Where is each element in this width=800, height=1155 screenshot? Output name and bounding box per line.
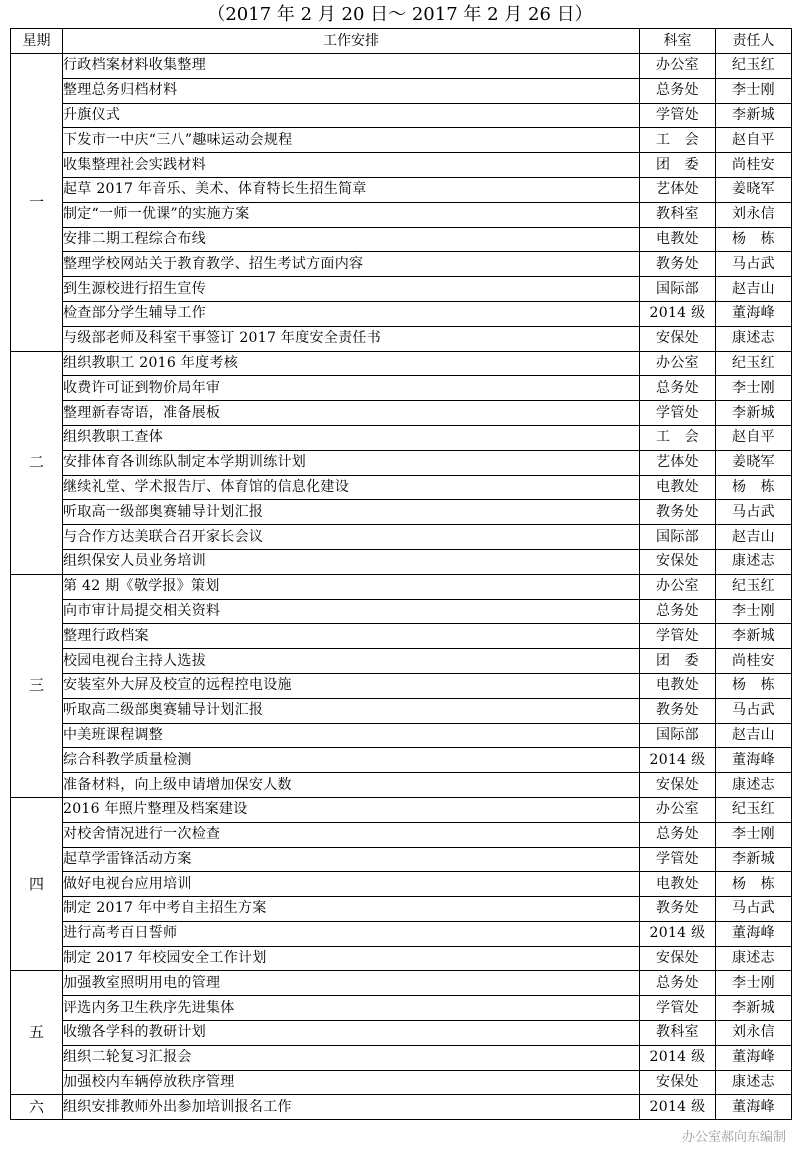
owner-cell: 李新城 (716, 103, 792, 128)
table-row (11, 921, 792, 946)
task-cell: 起草学雷锋活动方案 (63, 847, 640, 872)
owner-cell: 杨 栋 (716, 872, 792, 897)
dept-cell: 教科室 (640, 1021, 716, 1046)
table-row (11, 797, 792, 822)
table-row (11, 277, 792, 302)
owner-cell: 康述志 (716, 326, 792, 351)
table-row (11, 202, 792, 227)
owner-cell: 杨 栋 (716, 227, 792, 252)
table-row (11, 1095, 792, 1120)
table-row (11, 1070, 792, 1095)
dept-cell: 艺体处 (640, 450, 716, 475)
table-row (11, 376, 792, 401)
dept-cell: 安保处 (640, 1070, 716, 1095)
day-label: 四 (11, 797, 63, 971)
table-row (11, 649, 792, 674)
task-cell: 到生源校进行招生宣传 (63, 277, 640, 302)
dept-cell: 安保处 (640, 326, 716, 351)
owner-cell: 李士刚 (716, 599, 792, 624)
task-cell: 进行高考百日誓师 (63, 921, 640, 946)
day-label: 三 (11, 574, 63, 797)
owner-cell: 姜晓军 (716, 450, 792, 475)
task-cell: 制定 2017 年中考自主招生方案 (63, 897, 640, 922)
page-title: （2017 年 2 月 20 日～ 2017 年 2 月 26 日） (207, 4, 593, 25)
table-row (11, 128, 792, 153)
dept-cell: 国际部 (640, 277, 716, 302)
task-cell: 收缴各学科的教研计划 (63, 1021, 640, 1046)
owner-cell: 董海峰 (716, 1045, 792, 1070)
table-row (11, 252, 792, 277)
footer-credit: 办公室郝向东编制 (681, 1130, 786, 1145)
table-row (11, 549, 792, 574)
owner-cell: 马占武 (716, 698, 792, 723)
task-cell: 对校舍情况进行一次检查 (63, 822, 640, 847)
task-cell: 校园电视台主持人选拔 (63, 649, 640, 674)
dept-cell: 教务处 (640, 897, 716, 922)
owner-cell: 李新城 (716, 996, 792, 1021)
dept-cell: 国际部 (640, 723, 716, 748)
owner-cell: 纪玉红 (716, 351, 792, 376)
task-cell: 下发市一中庆“三八”趣味运动会规程 (63, 128, 640, 153)
dept-cell: 国际部 (640, 525, 716, 550)
task-cell: 综合科教学质量检测 (63, 748, 640, 773)
task-cell: 安装室外大屏及校宣的远程控电设施 (63, 673, 640, 698)
table-row (11, 847, 792, 872)
table-row (11, 78, 792, 103)
dept-cell: 2014 级 (640, 301, 716, 326)
table-row (11, 624, 792, 649)
task-cell: 安排二期工程综合布线 (63, 227, 640, 252)
owner-cell: 杨 栋 (716, 475, 792, 500)
dept-cell: 学管处 (640, 996, 716, 1021)
table-row (11, 996, 792, 1021)
table-row (11, 1021, 792, 1046)
header-owner: 责任人 (716, 29, 792, 54)
dept-cell: 办公室 (640, 797, 716, 822)
owner-cell: 李新城 (716, 624, 792, 649)
table-row (11, 103, 792, 128)
task-cell: 组织安排教师外出参加培训报名工作 (63, 1095, 640, 1120)
weekly-schedule-table (10, 28, 792, 1120)
owner-cell: 赵吉山 (716, 525, 792, 550)
dept-cell: 教务处 (640, 500, 716, 525)
task-cell: 听取高一级部奥赛辅导计划汇报 (63, 500, 640, 525)
owner-cell: 李士刚 (716, 822, 792, 847)
task-cell: 加强校内车辆停放秩序管理 (63, 1070, 640, 1095)
header-dept: 科室 (640, 29, 716, 54)
table-row (11, 326, 792, 351)
dept-cell: 2014 级 (640, 748, 716, 773)
owner-cell: 杨 栋 (716, 673, 792, 698)
table-row (11, 301, 792, 326)
task-cell: 检查部分学生辅导工作 (63, 301, 640, 326)
dept-cell: 总务处 (640, 599, 716, 624)
day-label: 一 (11, 54, 63, 352)
owner-cell: 康述志 (716, 773, 792, 798)
dept-cell: 学管处 (640, 401, 716, 426)
owner-cell: 李新城 (716, 401, 792, 426)
task-cell: 与合作方达美联合召开家长会议 (63, 525, 640, 550)
dept-cell: 总务处 (640, 971, 716, 996)
header-row (11, 29, 792, 54)
owner-cell: 李士刚 (716, 78, 792, 103)
task-cell: 整理学校网站关于教育教学、招生考试方面内容 (63, 252, 640, 277)
task-cell: 行政档案材料收集整理 (63, 54, 640, 79)
dept-cell: 安保处 (640, 549, 716, 574)
task-cell: 准备材料，向上级申请增加保安人数 (63, 773, 640, 798)
owner-cell: 马占武 (716, 252, 792, 277)
task-cell: 组织教职工 2016 年度考核 (63, 351, 640, 376)
dept-cell: 教科室 (640, 202, 716, 227)
dept-cell: 总务处 (640, 376, 716, 401)
dept-cell: 电教处 (640, 475, 716, 500)
table-row (11, 748, 792, 773)
table-row (11, 574, 792, 599)
table-row (11, 401, 792, 426)
owner-cell: 李士刚 (716, 376, 792, 401)
day-label: 六 (11, 1095, 63, 1120)
task-cell: 整理行政档案 (63, 624, 640, 649)
table-row (11, 723, 792, 748)
task-cell: 向市审计局提交相关资料 (63, 599, 640, 624)
dept-cell: 电教处 (640, 227, 716, 252)
task-cell: 继续礼堂、学术报告厅、体育馆的信息化建设 (63, 475, 640, 500)
dept-cell: 2014 级 (640, 1045, 716, 1070)
header-task: 工作安排 (63, 29, 640, 54)
table-row (11, 599, 792, 624)
owner-cell: 董海峰 (716, 921, 792, 946)
table-row (11, 673, 792, 698)
dept-cell: 艺体处 (640, 177, 716, 202)
day-label: 二 (11, 351, 63, 574)
owner-cell: 董海峰 (716, 748, 792, 773)
table-row (11, 450, 792, 475)
dept-cell: 总务处 (640, 78, 716, 103)
owner-cell: 赵自平 (716, 425, 792, 450)
owner-cell: 姜晓军 (716, 177, 792, 202)
task-cell: 升旗仪式 (63, 103, 640, 128)
schedule-body (11, 54, 792, 1120)
table-row (11, 897, 792, 922)
owner-cell: 康述志 (716, 549, 792, 574)
task-cell: 收费许可证到物价局年审 (63, 376, 640, 401)
task-cell: 起草 2017 年音乐、美术、体育特长生招生简章 (63, 177, 640, 202)
table-row (11, 227, 792, 252)
dept-cell: 安保处 (640, 946, 716, 971)
task-cell: 做好电视台应用培训 (63, 872, 640, 897)
table-row (11, 698, 792, 723)
task-cell: 收集整理社会实践材料 (63, 153, 640, 178)
owner-cell: 纪玉红 (716, 797, 792, 822)
table-row (11, 177, 792, 202)
owner-cell: 李士刚 (716, 971, 792, 996)
task-cell: 安排体育各训练队制定本学期训练计划 (63, 450, 640, 475)
task-cell: 听取高二级部奥赛辅导计划汇报 (63, 698, 640, 723)
table-row (11, 525, 792, 550)
dept-cell: 团 委 (640, 153, 716, 178)
task-cell: 与级部老师及科室干事签订 2017 年度安全责任书 (63, 326, 640, 351)
owner-cell: 李新城 (716, 847, 792, 872)
task-cell: 制定 2017 年校园安全工作计划 (63, 946, 640, 971)
dept-cell: 2014 级 (640, 1095, 716, 1120)
table-row (11, 425, 792, 450)
dept-cell: 办公室 (640, 574, 716, 599)
day-label: 五 (11, 971, 63, 1095)
table-row (11, 773, 792, 798)
table-row (11, 872, 792, 897)
dept-cell: 工 会 (640, 128, 716, 153)
dept-cell: 办公室 (640, 351, 716, 376)
owner-cell: 赵自平 (716, 128, 792, 153)
table-row (11, 946, 792, 971)
task-cell: 组织保安人员业务培训 (63, 549, 640, 574)
dept-cell: 教务处 (640, 698, 716, 723)
task-cell: 组织二轮复习汇报会 (63, 1045, 640, 1070)
task-cell: 制定“一师一优课”的实施方案 (63, 202, 640, 227)
owner-cell: 马占武 (716, 897, 792, 922)
table-row (11, 1045, 792, 1070)
task-cell: 整理总务归档材料 (63, 78, 640, 103)
owner-cell: 赵吉山 (716, 723, 792, 748)
table-row (11, 351, 792, 376)
owner-cell: 刘永信 (716, 202, 792, 227)
dept-cell: 电教处 (640, 673, 716, 698)
dept-cell: 学管处 (640, 847, 716, 872)
task-cell: 加强教室照明用电的管理 (63, 971, 640, 996)
dept-cell: 总务处 (640, 822, 716, 847)
table-row (11, 971, 792, 996)
owner-cell: 尚桂安 (716, 649, 792, 674)
task-cell: 组织教职工查体 (63, 425, 640, 450)
owner-cell: 纪玉红 (716, 574, 792, 599)
table-row (11, 822, 792, 847)
header-day: 星期 (11, 29, 63, 54)
owner-cell: 纪玉红 (716, 54, 792, 79)
task-cell: 评选内务卫生秩序先进集体 (63, 996, 640, 1021)
task-cell: 整理新春寄语，准备展板 (63, 401, 640, 426)
owner-cell: 康述志 (716, 946, 792, 971)
table-row (11, 475, 792, 500)
owner-cell: 赵吉山 (716, 277, 792, 302)
dept-cell: 2014 级 (640, 921, 716, 946)
owner-cell: 康述志 (716, 1070, 792, 1095)
dept-cell: 电教处 (640, 872, 716, 897)
owner-cell: 董海峰 (716, 301, 792, 326)
dept-cell: 工 会 (640, 425, 716, 450)
owner-cell: 刘永信 (716, 1021, 792, 1046)
owner-cell: 董海峰 (716, 1095, 792, 1120)
dept-cell: 学管处 (640, 624, 716, 649)
dept-cell: 办公室 (640, 54, 716, 79)
table-row (11, 153, 792, 178)
dept-cell: 安保处 (640, 773, 716, 798)
task-cell: 第 42 期《敬学报》策划 (63, 574, 640, 599)
task-cell: 中美班课程调整 (63, 723, 640, 748)
dept-cell: 学管处 (640, 103, 716, 128)
owner-cell: 尚桂安 (716, 153, 792, 178)
dept-cell: 教务处 (640, 252, 716, 277)
dept-cell: 团 委 (640, 649, 716, 674)
task-cell: 2016 年照片整理及档案建设 (63, 797, 640, 822)
table-row (11, 54, 792, 79)
owner-cell: 马占武 (716, 500, 792, 525)
table-row (11, 500, 792, 525)
